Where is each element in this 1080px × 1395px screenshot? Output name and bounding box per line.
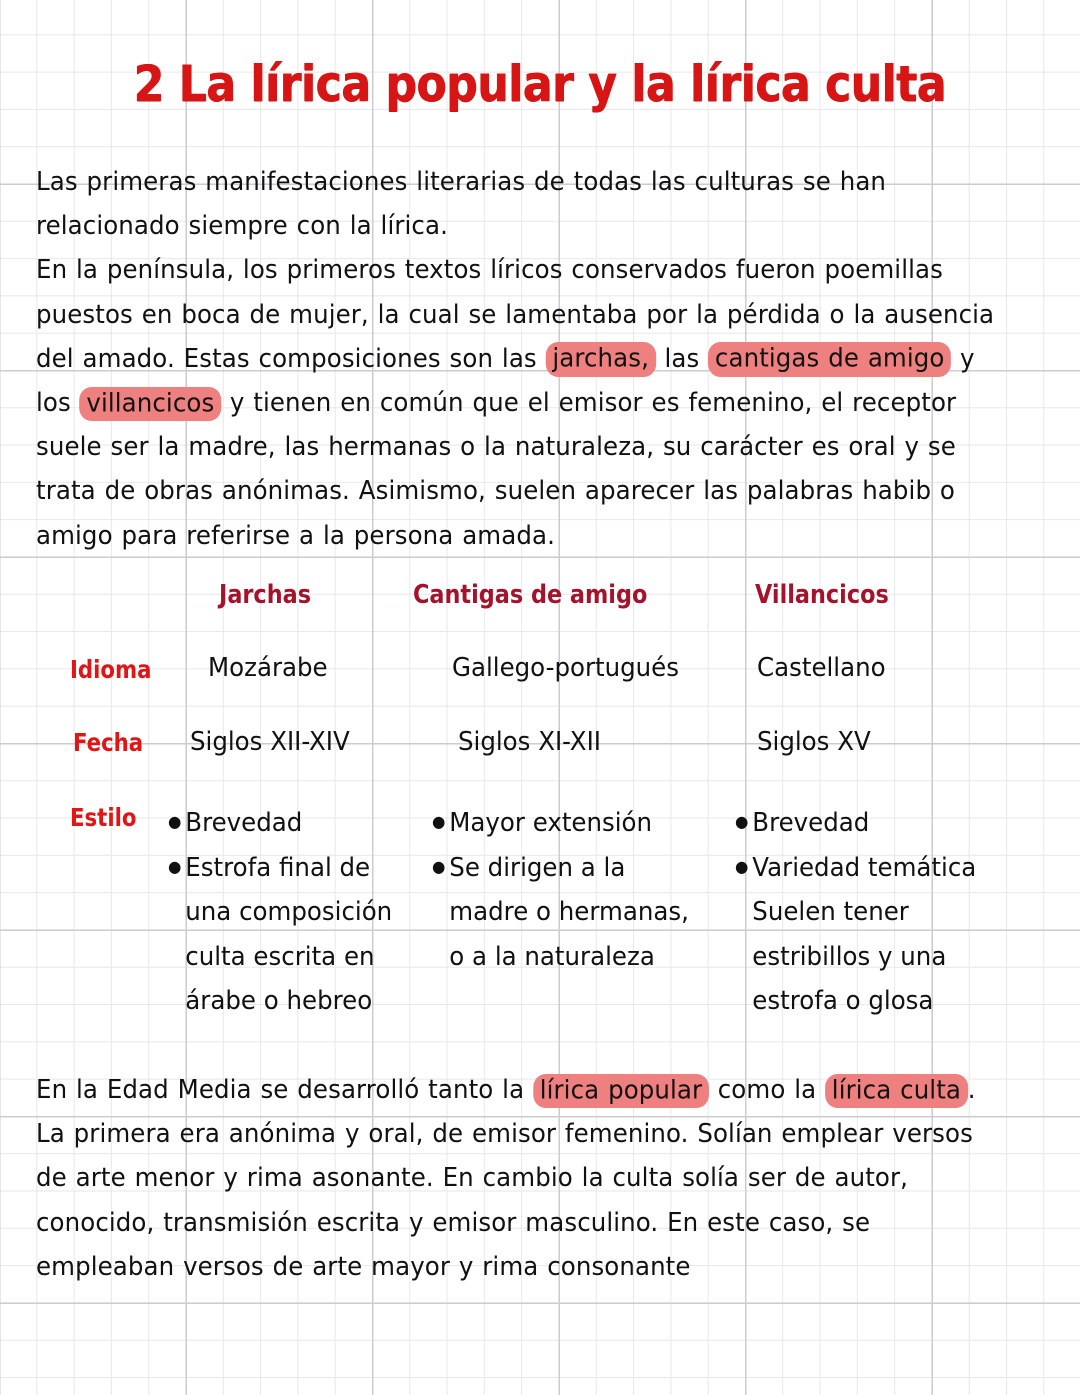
table-cell-estilo-villancicos [735,801,1013,1024]
table-cell-fecha-cantigas: Siglos XI-XII [458,727,602,757]
table-row-label-fecha: Fecha [73,728,144,757]
table-cell-idioma-cantigas: Gallego-portugués [452,653,680,683]
table-column-header-jarchas: Jarchas [219,580,312,610]
intro-sentence-2c: y los [36,343,975,419]
list-item: estrofa o glosa [752,986,934,1016]
list-item: culta escrita en [185,941,375,972]
estilo-cantigas-list [432,801,710,979]
table-cell-idioma-jarchas: Mozárabe [208,653,328,683]
page-title: 2 La lírica popular y la lírica culta [133,55,947,113]
list-item: ● Brevedad [735,801,1013,846]
intro-sentence-2b: las [655,343,709,374]
intro-sentence-1: Las primeras manifestaciones literarias de todas las culturas se han relacionado siempre con la lírica. [36,167,887,242]
comparison-table [0,575,1080,1045]
list-item: ● Se dirigen a la [432,846,710,891]
highlight-lirica-popular: lírica popular [533,1074,709,1109]
closing-text-a: En la Edad Media se desarrolló tanto la [36,1075,534,1105]
highlight-cantigas-de-amigo: cantigas de amigo [708,342,951,377]
closing-paragraph [36,1068,1008,1289]
intro-sentence-2a: En la península, los primeros textos líricos conservados fueron poemillas puestos en boca de mujer, la cual se lamentaba por la pérdida o la ausencia del amado. Estas composiciones son las [36,255,995,374]
intro-paragraph [36,160,1008,558]
list-item: Suelen tener [752,897,909,927]
list-item: estribillos y una [752,941,947,972]
table-column-header-villancicos: Villancicos [755,580,889,610]
list-item: ● Variedad temática [735,846,1013,891]
intro-sentence-2d: y tienen en común que el emisor es femenino, el receptor suele ser la madre, las hermanas o la naturaleza, su carácter es oral y se trata de obras anónimas. Asimismo, suelen aparecer las palabras habib o amigo para referirse a la persona amada. [36,388,957,551]
table-cell-estilo-jarchas [168,801,420,1024]
estilo-villancicos-list [735,801,1013,1024]
list-item: o a la naturaleza [449,941,655,972]
list-item: madre o hermanas, [449,897,689,927]
table-row-label-estilo: Estilo [70,803,137,832]
closing-text-b: como la [708,1075,826,1105]
table-cell-fecha-jarchas: Siglos XII-XIV [190,727,350,757]
estilo-jarchas-list [168,801,420,1024]
closing-text-c: . La primera era anónima y oral, de emisor femenino. Solían emplear versos de arte menor y rima asonante. En cambio la culta solía ser de autor, conocido, transmisión escrita y emisor masculino. En este caso, se empleaban versos de arte mayor y rima consonante [36,1075,976,1282]
table-row-label-idioma: Idioma [70,655,152,684]
list-item: árabe o hebreo [185,986,373,1016]
highlight-villancicos: villancicos [80,387,221,422]
highlight-lirica-culta: lírica culta [825,1074,968,1109]
table-cell-fecha-villancicos: Siglos XV [757,727,871,757]
table-cell-idioma-villancicos: Castellano [757,653,886,683]
list-item: una composición [185,897,393,927]
list-item: ● Estrofa final de [168,846,420,891]
list-item: ● Mayor extensión [432,801,710,846]
highlight-jarchas: jarchas, [546,342,656,377]
list-item: ● Brevedad [168,801,420,846]
table-column-header-cantigas-de-amigo: Cantigas de amigo [413,580,648,610]
table-cell-estilo-cantigas [432,801,710,979]
